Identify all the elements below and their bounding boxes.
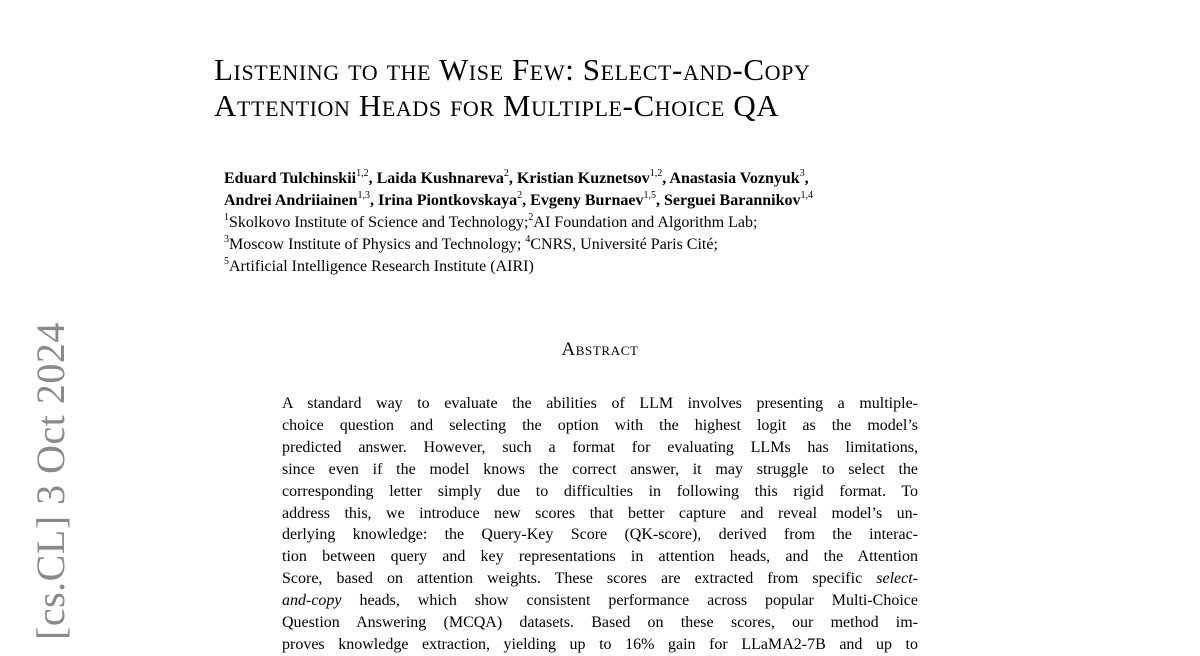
- affiliation-line-3: [224, 256, 984, 278]
- affil-sup: 3: [224, 234, 229, 245]
- affil-text: Skolkovo Institute of Science and Technology;: [229, 214, 529, 231]
- author-name: Andrei Andriiainen: [224, 192, 358, 209]
- abstract-text: heads, which show consistent performance across popular Multi-Choice: [341, 592, 918, 610]
- affil-sup: 2: [528, 212, 534, 223]
- abstract-line: tion between query and key representations in attention heads, and the Attention: [282, 548, 918, 566]
- abstract-body: [282, 393, 918, 656]
- paper-title: [214, 52, 1014, 124]
- author-name: , Anastasia Voznyuk: [662, 170, 800, 187]
- arxiv-stamp: [28, 318, 74, 640]
- author-name: , Laida Kushnareva: [368, 170, 504, 187]
- title-line-1: Listening to the Wise Few: Select-and-Copy: [214, 52, 811, 87]
- affil-sup: 5: [224, 256, 229, 267]
- abstract-line: [282, 568, 918, 590]
- affil-sup: 1: [224, 212, 229, 223]
- author-name: , Kristian Kuznetsov: [508, 170, 650, 187]
- title-line-2: Attention Heads for Multiple-Choice QA: [214, 88, 780, 123]
- author-name: , Evgeny Burnaev: [522, 192, 644, 209]
- author-separator: ,: [804, 170, 809, 187]
- abstract-emphasis: and-copy: [282, 592, 342, 610]
- abstract-emphasis: select-: [876, 570, 918, 588]
- abstract-line: corresponding letter simply due to difficulties in following this rigid format. To: [282, 482, 918, 500]
- author-affil-sup: 1,2: [649, 168, 663, 179]
- author-name: , Irina Piontkovskaya: [370, 192, 518, 209]
- author-affil-sup: 1,4: [800, 190, 813, 201]
- author-affil-sup: 2: [517, 190, 523, 201]
- abstract-line: since even if the model knows the correct answer, it may struggle to select the: [282, 460, 918, 478]
- abstract-line: [282, 590, 918, 612]
- affiliation-line-2: [224, 234, 984, 256]
- author-affil-sup: 3: [799, 168, 805, 179]
- abstract-line: proves knowledge extraction, yielding up to 16% gain for LLaMA2-7B and up to: [282, 635, 918, 653]
- abstract-line: derlying knowledge: the Query-Key Score (QK-score), derived from the interac-: [282, 526, 918, 544]
- abstract-text: Score, based on attention weights. These scores are extracted from specific: [282, 570, 877, 588]
- affil-sup: 4: [525, 234, 531, 245]
- author-name: Eduard Tulchinskii: [224, 170, 357, 187]
- arxiv-stamp-text: [cs.CL] 3 Oct 2024: [28, 322, 73, 640]
- author-line-1: [224, 168, 984, 190]
- author-affil-sup: 1,2: [356, 168, 369, 179]
- affil-text: AI Foundation and Algorithm Lab;: [533, 214, 758, 231]
- abstract-line: A standard way to evaluate the abilities of LLM involves presenting a multiple-: [282, 395, 918, 412]
- author-affil-sup: 2: [503, 168, 509, 179]
- affil-text: CNRS, Université Paris Cité;: [530, 236, 718, 253]
- abstract-line: choice question and selecting the option with the highest logit as the model’s: [282, 416, 918, 434]
- abstract-line: Question Answering (MCQA) datasets. Based on these scores, our method im-: [282, 614, 918, 632]
- affil-text: Moscow Institute of Physics and Technology;: [229, 236, 526, 253]
- author-line-2: [224, 190, 984, 212]
- abstract-heading: Abstract: [561, 339, 639, 360]
- affiliation-line-1: [224, 212, 984, 234]
- author-name: , Serguei Barannikov: [656, 192, 801, 209]
- author-affil-sup: 1,5: [643, 190, 656, 201]
- abstract-line: predicted answer. However, such a format for evaluating LLMs has limitations,: [282, 438, 918, 456]
- author-block: [224, 168, 984, 278]
- author-affil-sup: 1,3: [357, 190, 371, 201]
- affil-text: Artificial Intelligence Research Institute (AIRI): [229, 258, 534, 275]
- abstract-line: address this, we introduce new scores that better capture and reveal model’s un-: [282, 504, 918, 522]
